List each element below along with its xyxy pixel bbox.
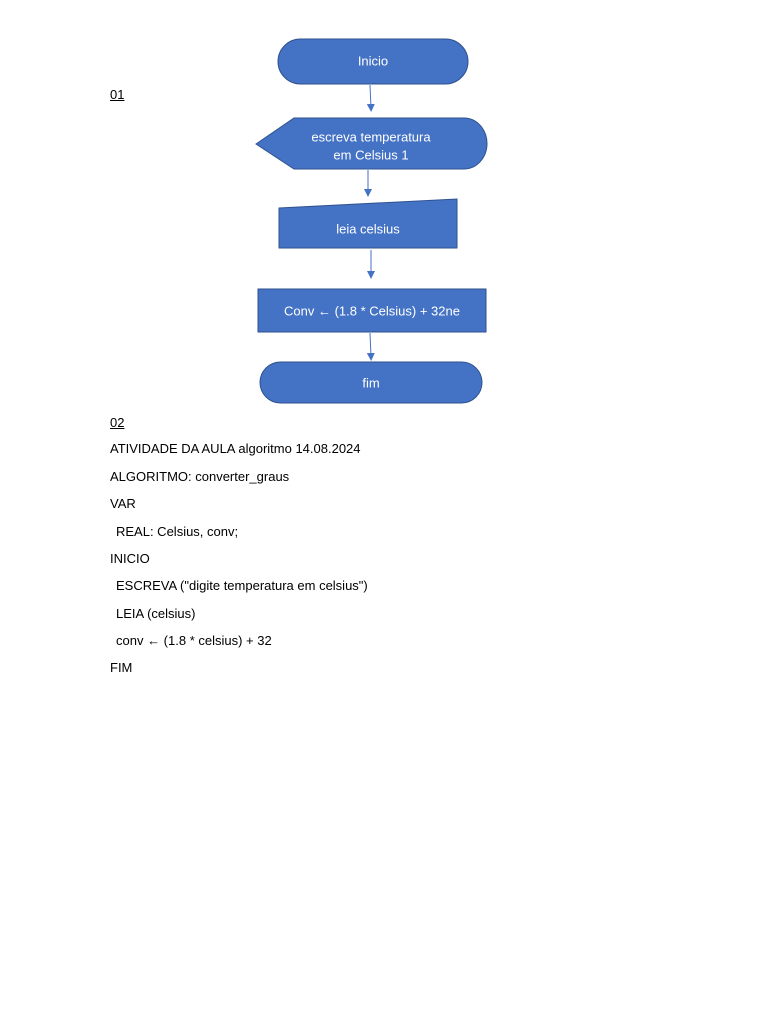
flowchart (0, 0, 768, 420)
document-title: ATIVIDADE DA AULA algoritmo 14.08.2024 (110, 441, 361, 456)
flowchart-start-label: Inicio (357, 53, 389, 69)
flowchart-display-node (256, 118, 487, 169)
begin-keyword-line: INICIO (110, 551, 150, 566)
flowchart-process-label: Conv ← (1.8 * Celsius) + 32ne (284, 303, 460, 319)
var-keyword-line: VAR (110, 496, 136, 511)
flowchart-display-label-line2: em Celsius 1 (333, 147, 409, 163)
flowchart-end-node (260, 362, 482, 403)
end-keyword-line: FIM (110, 660, 133, 675)
write-statement-line: ESCREVA ("digite temperatura em celsius") (116, 578, 368, 593)
var-declaration-line: REAL: Celsius, conv; (116, 524, 239, 539)
flowchart-input-node (279, 199, 457, 248)
flowchart-display-label-line1: escreva temperatura (311, 129, 431, 145)
read-statement-line: LEIA (celsius) (116, 606, 196, 621)
assignment-statement-line: conv ← (1.8 * celsius) + 32 (116, 633, 272, 648)
section-label-01: 01 (110, 87, 125, 102)
flowchart-input-label: leia celsius (336, 221, 400, 237)
algorithm-name-line: ALGORITMO: converter_graus (110, 469, 290, 484)
flow-arrow-1 (370, 85, 371, 108)
flowchart-end-label: fim (362, 375, 380, 391)
section-label-02: 02 (110, 415, 125, 430)
flow-arrow-4 (370, 333, 371, 357)
flowchart-process-node (258, 289, 486, 332)
flowchart-start-node (278, 39, 468, 84)
